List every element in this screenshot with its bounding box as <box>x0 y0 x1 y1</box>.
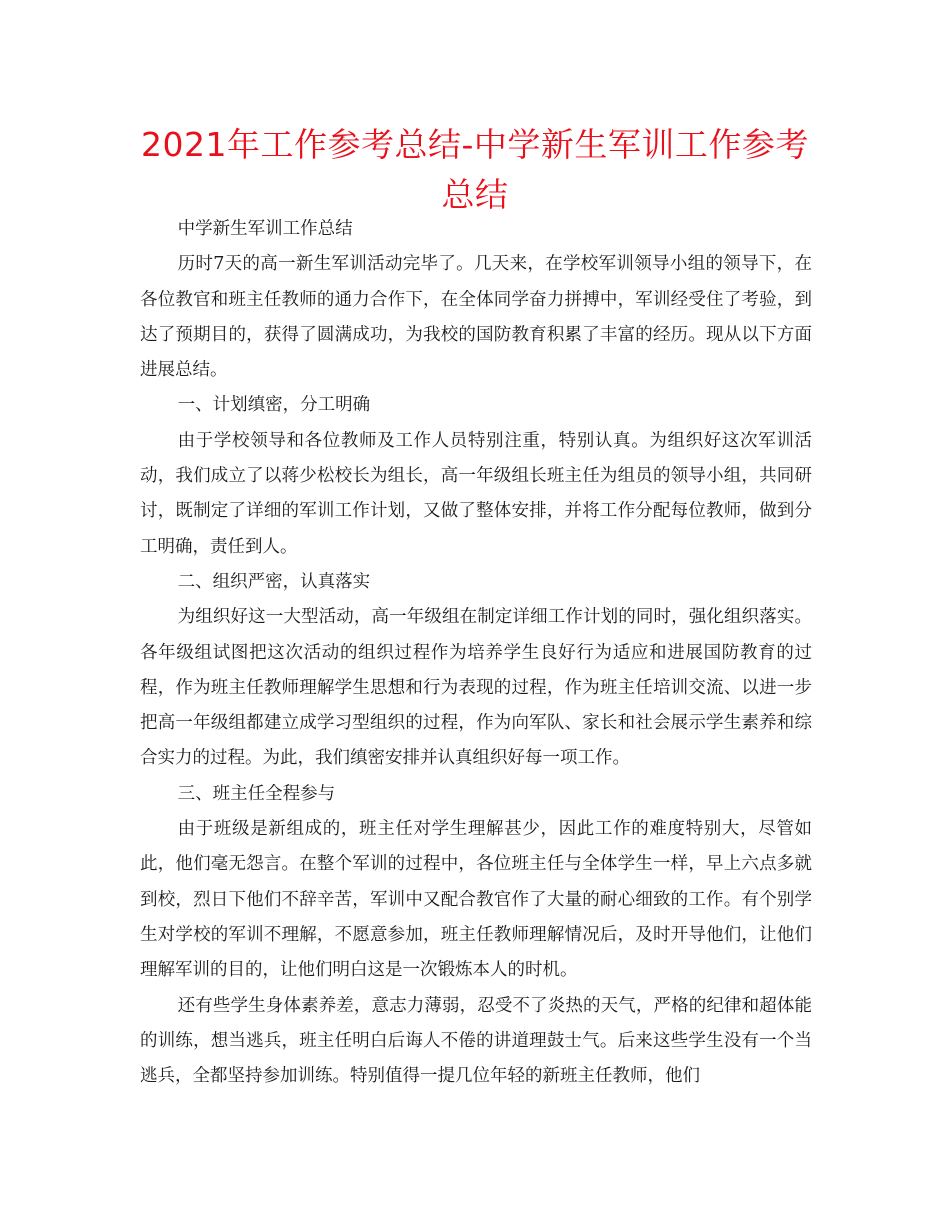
section-heading-3: 三、班主任全程参与 <box>177 783 336 804</box>
document-body <box>140 212 812 1094</box>
paragraph-section-1: 由于学校领导和各位教师及工作人员特别注重，特别认真。为组织好这次军训活动，我们成立了以蒋少松校长为组长，高一年级组长班主任为组员的领导小组，共同研讨，既制定了详细的军训工作计划，又做了整体安排，并将工作分配每位教师，做到分工明确，责任到人。 <box>140 430 812 557</box>
section-heading-1: 一、计划缜密，分工明确 <box>177 395 371 416</box>
paragraph-intro: 历时7天的高一新生军训活动完毕了。几天来，在学校军训领导小组的领导下，在各位教官和班主任教师的通力合作下，在全体同学奋力拼搏中，军训经受住了考验，到达了预期目的，获得了圆满成功，为我校的国防教育积累了丰富的经历。现从以下方面进展总结。 <box>140 254 812 381</box>
section-heading-2: 二、组织严密，认真落实 <box>177 571 371 592</box>
paragraph-section-2: 为组织好这一大型活动，高一年级组在制定详细工作计划的同时，强化组织落实。各年级组试图把这次活动的组织过程作为培养学生良好行为适应和进展国防教育的过程，作为班主任教师理解学生思想和行为表现的过程，作为班主任培训交流、以进一步把高一年级组都建立成学习型组织的过程，作为向军队、家长和社会展示学生素养和综合实力的过程。为此，我们缜密安排并认真组织好每一项工作。 <box>140 607 812 769</box>
document-title: 2021年工作参考总结-中学新生军训工作参考总结 <box>141 125 809 214</box>
paragraph-section-3b: 还有些学生身体素养差，意志力薄弱，忍受不了炎热的天气，严格的纪律和超体能的训练，想当逃兵，班主任明白后诲人不倦的讲道理鼓士气。后来这些学生没有一个当逃兵，全都坚持参加训练。特别值得一提几位年轻的新班主任教师，他们 <box>140 995 812 1087</box>
paragraph-section-3a: 由于班级是新组成的，班主任对学生理解甚少，因此工作的难度特别大，尽管如此，他们毫无怨言。在整个军训的过程中，各位班主任与全体学生一样，早上六点多就到校，烈日下他们不辞辛苦，军训中又配合教官作了大量的耐心细致的工作。有个别学生对学校的军训不理解，不愿意参加，班主任教师理解情况后，及时开导他们，让他们理解军训的目的，让他们明白这是一次锻炼本人的时机。 <box>140 819 812 981</box>
doc-subtitle: 中学新生军训工作总结 <box>177 219 353 239</box>
